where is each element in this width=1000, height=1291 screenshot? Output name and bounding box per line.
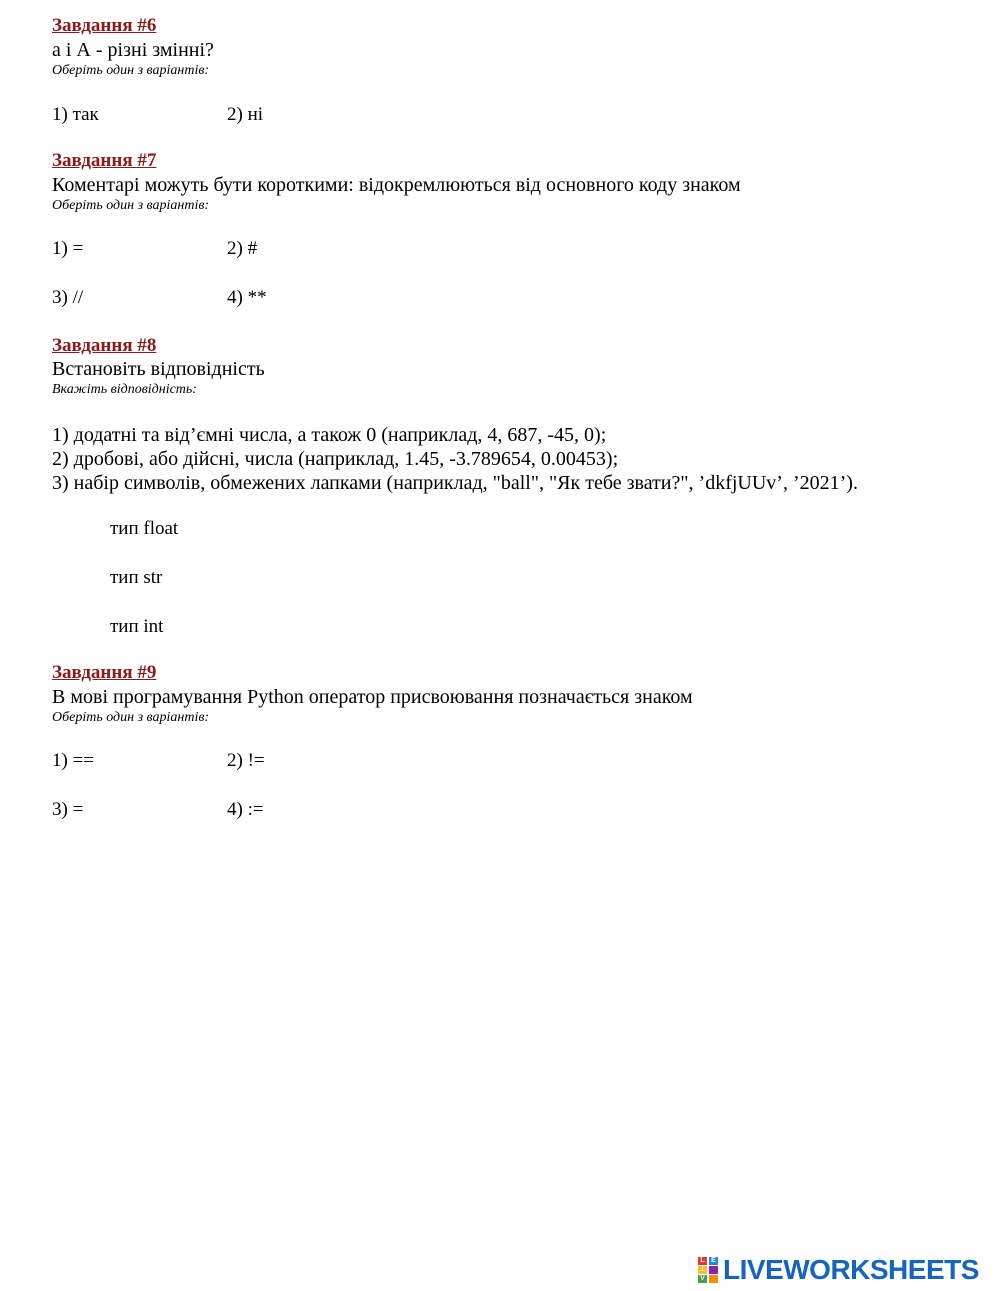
logo-text: LIVEWORKSHEETS [723,1254,979,1285]
logo-cube [709,1266,718,1274]
task-9-option-2[interactable]: 2) != [227,750,265,771]
logo-cube [709,1275,718,1283]
logo-cube: L [698,1257,707,1265]
task-7-question: Коментарі можуть бути короткими: відокремлюються від основного коду знаком [52,174,741,196]
task-7-title: Завдання #7 [52,150,157,171]
task-7-option-3[interactable]: 3) // [52,287,84,308]
liveworksheets-logo [698,1254,979,1285]
task-8-title: Завдання #8 [52,335,157,356]
task-7-option-1[interactable]: 1) = [52,238,84,259]
logo-cube: E [709,1257,718,1265]
task-6-hint: Оберіть один з варіантів: [52,63,210,78]
task-6-option-2[interactable]: 2) ні [227,104,264,125]
task-9-option-3[interactable]: 3) = [52,799,84,820]
task-7-hint: Оберіть один з варіантів: [52,198,210,213]
task-8-answer-float[interactable]: тип float [110,518,179,539]
task-7-option-4[interactable]: 4) ** [227,287,267,308]
task-8-hint: Вкажіть відповідність: [52,382,197,397]
task-7-option-2[interactable]: 2) # [227,238,258,259]
task-8-item-2: 2) дробові, або дійсні, числа (наприклад, 1.45, -3.789654, 0.00453); [52,448,619,470]
task-8-answer-int[interactable]: тип int [110,616,164,637]
task-8-item-1: 1) додатні та від’ємні числа, а також 0 (наприклад, 4, 687, -45, 0); [52,424,607,446]
logo-cube: V [698,1275,707,1283]
logo-cube: I [698,1266,707,1274]
task-6-option-1[interactable]: 1) так [52,104,99,125]
task-8-item-3: 3) набір символів, обмежених лапками (наприклад, "ball", "Як тебе звати?", ’dkfjUUv’, ’2021’). [52,472,858,494]
task-9-hint: Оберіть один з варіантів: [52,710,210,725]
task-6-question: а і А - різні змінні? [52,39,214,61]
task-9-option-1[interactable]: 1) == [52,750,95,771]
task-9-title: Завдання #9 [52,662,157,683]
logo-cubes-icon [698,1257,720,1283]
task-8-question: Встановіть відповідність [52,358,265,380]
task-8-answer-str[interactable]: тип str [110,567,163,588]
task-9-question: В мові програмування Python оператор присвоювання позначається знаком [52,686,693,708]
task-9-option-4[interactable]: 4) := [227,799,264,820]
task-6-title: Завдання #6 [52,15,157,36]
